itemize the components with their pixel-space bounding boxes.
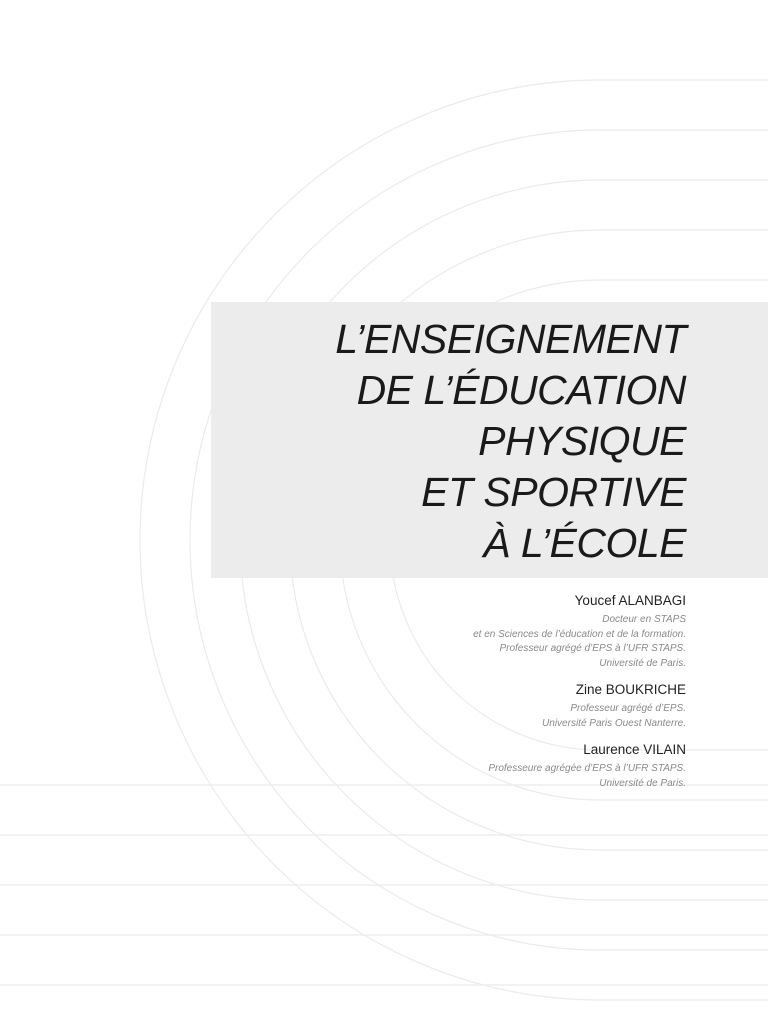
title-line: PHYSIQUE <box>478 418 686 464</box>
author-name: Youcef ALANBAGI <box>574 593 686 608</box>
title-line: L’ENSEIGNEMENT <box>335 316 686 362</box>
author-block <box>266 740 686 791</box>
author-list <box>266 591 686 800</box>
author-affiliation: Université Paris Ouest Nanterre. <box>542 717 686 729</box>
author-name: Zine BOUKRICHE <box>575 682 686 697</box>
author-affiliation: Professeur agrégé d’EPS à l’UFR STAPS. <box>499 643 686 654</box>
author-affiliation: Université de Paris. <box>599 777 686 789</box>
author-affiliation: Professeur agrégé d’EPS. <box>570 703 686 714</box>
title-line: À L’ÉCOLE <box>483 520 686 566</box>
book-title <box>335 314 686 569</box>
author-name: Laurence VILAIN <box>583 742 686 757</box>
author-affiliation: et en Sciences de l’éducation et de la formation. <box>473 628 686 640</box>
title-line: DE L’ÉDUCATION <box>356 367 686 413</box>
author-block <box>266 591 686 671</box>
author-affiliation: Professeure agrégée d’EPS à l’UFR STAPS. <box>488 763 686 774</box>
author-block <box>266 680 686 731</box>
author-affiliation: Docteur en STAPS <box>602 614 686 625</box>
title-line: ET SPORTIVE <box>421 469 686 515</box>
author-affiliation: Université de Paris. <box>599 657 686 669</box>
